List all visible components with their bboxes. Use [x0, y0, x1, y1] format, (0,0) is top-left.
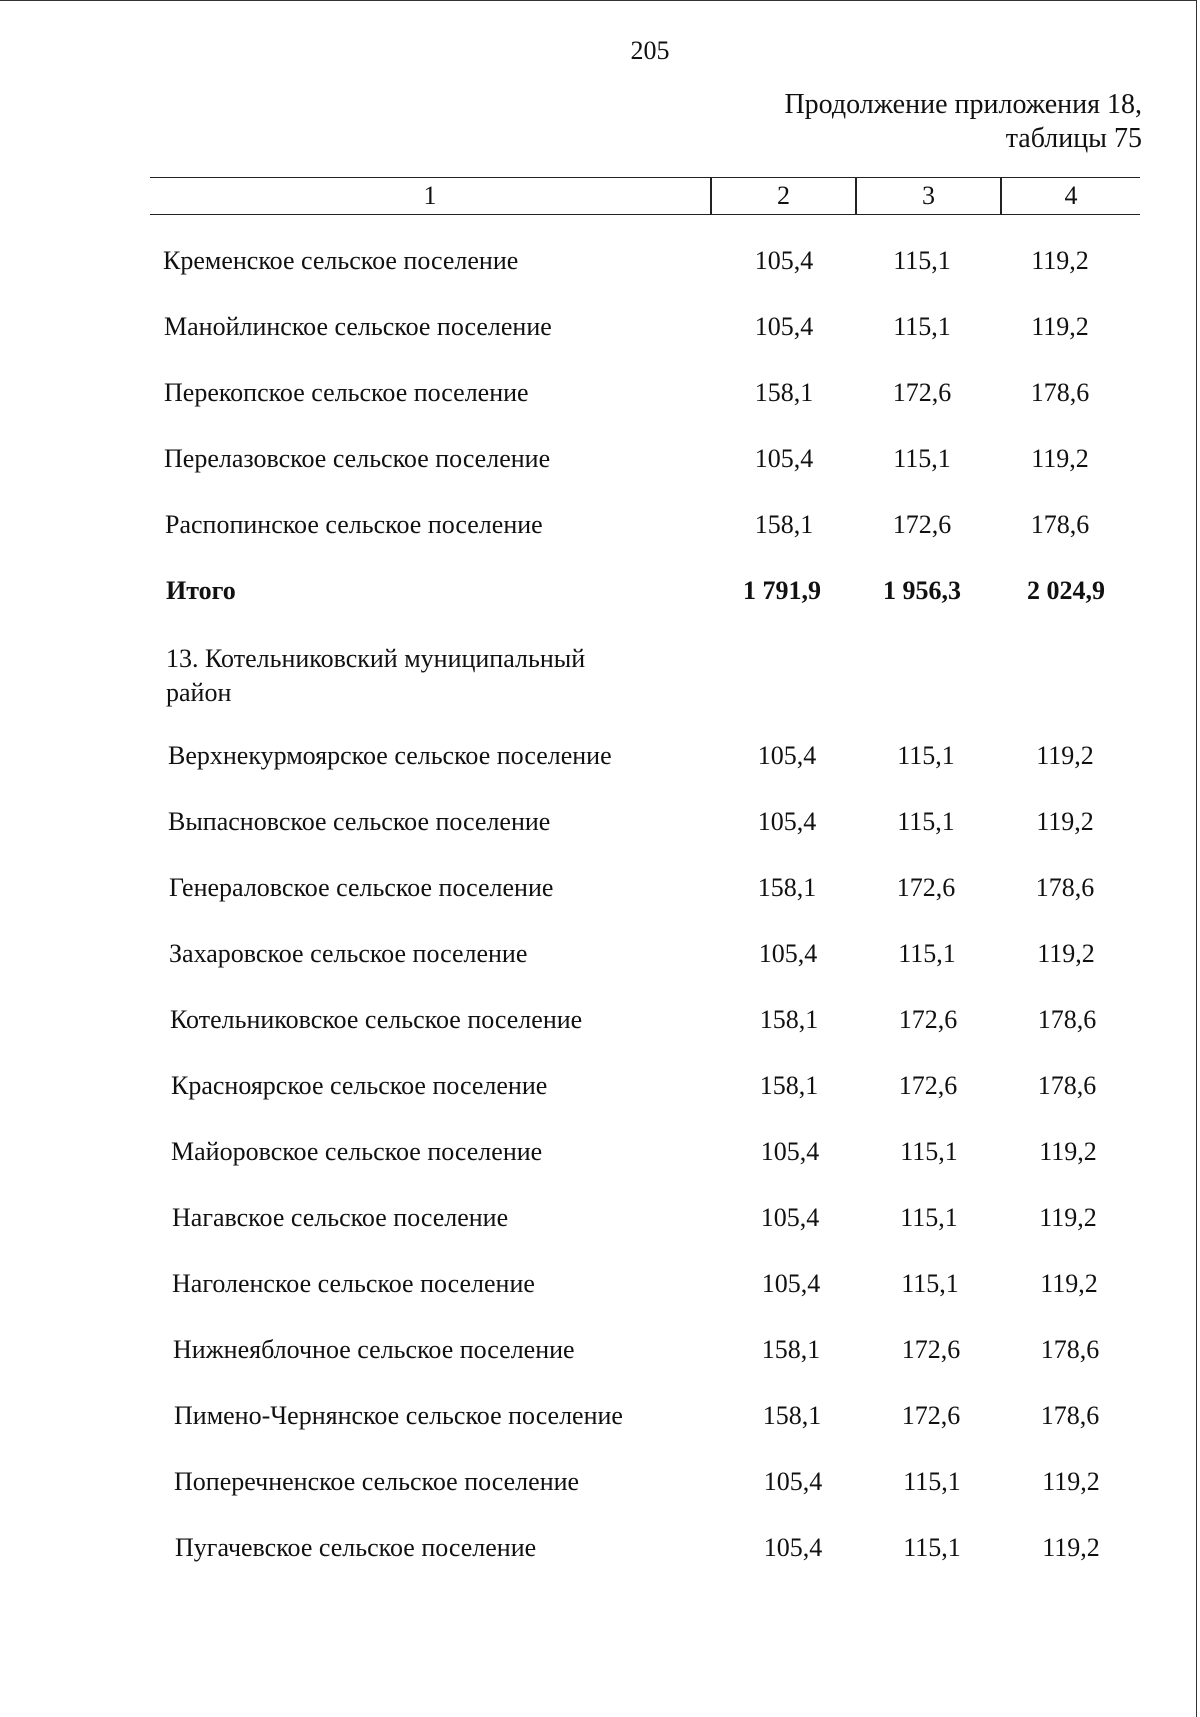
row-value-col2: 105,4 — [754, 312, 814, 341]
row-value-col4: 119,2 — [1042, 1467, 1100, 1496]
row-value-col2: 105,4 — [763, 1533, 823, 1562]
row-value-col3: 172,6 — [896, 873, 956, 902]
row-value-col4: 178,6 — [1037, 1005, 1097, 1034]
row-name: Верхнекурмоярское сельское поселение — [168, 741, 612, 770]
table-row — [0, 1005, 1200, 1045]
row-value-col3: 115,1 — [903, 1533, 961, 1562]
row-value-col4: 119,2 — [1036, 807, 1094, 836]
row-name: Кременское сельское поселение — [163, 246, 519, 275]
row-value-col2: 158,1 — [762, 1401, 822, 1430]
row-value-col2: 158,1 — [757, 873, 817, 902]
table-row — [0, 741, 1200, 781]
table-row — [0, 873, 1200, 913]
table-row — [0, 939, 1200, 979]
row-value-col4: 119,2 — [1031, 312, 1089, 341]
table-row — [0, 1137, 1200, 1177]
row-value-col2: 158,1 — [759, 1071, 819, 1100]
row-name: Поперечненское сельское поселение — [174, 1467, 580, 1496]
header-col-3: 3 — [922, 181, 935, 210]
row-name: Нижнеяблочное сельское поселение — [173, 1335, 575, 1364]
section-heading — [166, 642, 585, 710]
section-heading-line-1: 13. Котельниковский муниципальный — [166, 644, 586, 673]
row-value-col3: 115,1 — [893, 312, 951, 341]
page-number: 205 — [630, 36, 670, 65]
row-value-col4: 119,2 — [1031, 246, 1089, 275]
row-value-col2: 105,4 — [763, 1467, 823, 1496]
row-value-col4: 119,2 — [1039, 1203, 1097, 1232]
table-header — [150, 177, 1140, 215]
table-row — [0, 510, 1200, 550]
table-row — [0, 1533, 1200, 1573]
header-col-4: 4 — [1064, 181, 1078, 210]
row-value-col4: 178,6 — [1030, 510, 1090, 539]
row-name: Красноярское сельское поселение — [171, 1071, 548, 1100]
row-name: Перекопское сельское поселение — [164, 378, 529, 407]
row-value-col2: 105,4 — [757, 807, 817, 836]
row-value-col3: 115,1 — [901, 1269, 959, 1298]
row-value-col4: 178,6 — [1030, 378, 1090, 407]
table-row — [0, 1269, 1200, 1309]
row-value-col2: 105,4 — [760, 1203, 820, 1232]
row-value-col2: 158,1 — [754, 510, 814, 539]
row-value-col3: 115,1 — [903, 1467, 961, 1496]
header-col-2: 2 — [777, 181, 790, 210]
row-value-col4: 178,6 — [1035, 873, 1095, 902]
row-value-col3: 115,1 — [893, 444, 951, 473]
row-value-col4: 178,6 — [1040, 1335, 1100, 1364]
row-name: Пугачевское сельское поселение — [175, 1533, 537, 1562]
row-value-col3: 172,6 — [892, 510, 952, 539]
table-row — [0, 1071, 1200, 1111]
row-value-col4: 119,2 — [1039, 1137, 1097, 1166]
row-value-col4: 119,2 — [1042, 1533, 1100, 1562]
continuation-note — [784, 88, 1142, 156]
table-row — [0, 1335, 1200, 1375]
row-value-col4: 119,2 — [1040, 1269, 1098, 1298]
row-name: Наголенское сельское поселение — [172, 1269, 535, 1298]
total-value-col4: 2 024,9 — [1027, 576, 1105, 605]
row-name: Перелазовское сельское поселение — [164, 444, 551, 473]
row-value-col2: 105,4 — [754, 246, 814, 275]
table-row — [0, 1203, 1200, 1243]
row-value-col3: 172,6 — [898, 1005, 958, 1034]
row-name: Генераловское сельское поселение — [169, 873, 554, 902]
row-name: Котельниковское сельское поселение — [170, 1005, 583, 1034]
total-value-col2: 1 791,9 — [743, 576, 821, 605]
row-value-col3: 115,1 — [898, 939, 956, 968]
table-row — [0, 1401, 1200, 1441]
row-value-col2: 105,4 — [760, 1137, 820, 1166]
table-row — [0, 807, 1200, 847]
row-value-col4: 178,6 — [1037, 1071, 1097, 1100]
table-row — [0, 312, 1200, 352]
total-row — [0, 576, 1200, 616]
row-value-col4: 119,2 — [1031, 444, 1089, 473]
row-name: Манойлинское сельское поселение — [164, 312, 552, 341]
total-label: Итого — [166, 576, 236, 605]
table-row — [0, 1467, 1200, 1507]
row-name: Выпасновское сельское поселение — [168, 807, 551, 836]
row-name: Нагавское сельское поселение — [172, 1203, 509, 1232]
total-value-col3: 1 956,3 — [883, 576, 961, 605]
row-name: Майоровское сельское поселение — [171, 1137, 543, 1166]
header-col-1: 1 — [423, 181, 437, 210]
row-name: Распопинское сельское поселение — [165, 510, 543, 539]
table-row — [0, 444, 1200, 484]
row-value-col2: 105,4 — [757, 741, 817, 770]
row-value-col2: 158,1 — [759, 1005, 819, 1034]
row-name: Захаровское сельское поселение — [169, 939, 528, 968]
row-value-col2: 158,1 — [754, 378, 814, 407]
continuation-line-1: Продолжение приложения 18, — [784, 89, 1142, 120]
row-value-col3: 172,6 — [901, 1335, 961, 1364]
row-value-col3: 115,1 — [897, 741, 955, 770]
row-value-col3: 115,1 — [893, 246, 951, 275]
row-value-col2: 105,4 — [758, 939, 818, 968]
row-value-col2: 105,4 — [754, 444, 814, 473]
section-heading-line-2: район — [166, 678, 232, 707]
row-value-col2: 105,4 — [761, 1269, 821, 1298]
continuation-line-2: таблицы 75 — [1005, 123, 1142, 154]
row-value-col3: 115,1 — [900, 1203, 958, 1232]
row-value-col4: 119,2 — [1037, 939, 1095, 968]
row-value-col4: 119,2 — [1036, 741, 1094, 770]
row-value-col3: 115,1 — [900, 1137, 958, 1166]
row-value-col3: 172,6 — [898, 1071, 958, 1100]
row-value-col3: 172,6 — [892, 378, 952, 407]
table-row — [0, 246, 1200, 286]
table-row — [0, 378, 1200, 418]
page-edge-top — [0, 0, 1196, 1]
row-value-col4: 178,6 — [1040, 1401, 1100, 1430]
row-value-col3: 172,6 — [901, 1401, 961, 1430]
row-name: Пимено-Чернянское сельское поселение — [174, 1401, 623, 1430]
row-value-col2: 158,1 — [761, 1335, 821, 1364]
row-value-col3: 115,1 — [897, 807, 955, 836]
